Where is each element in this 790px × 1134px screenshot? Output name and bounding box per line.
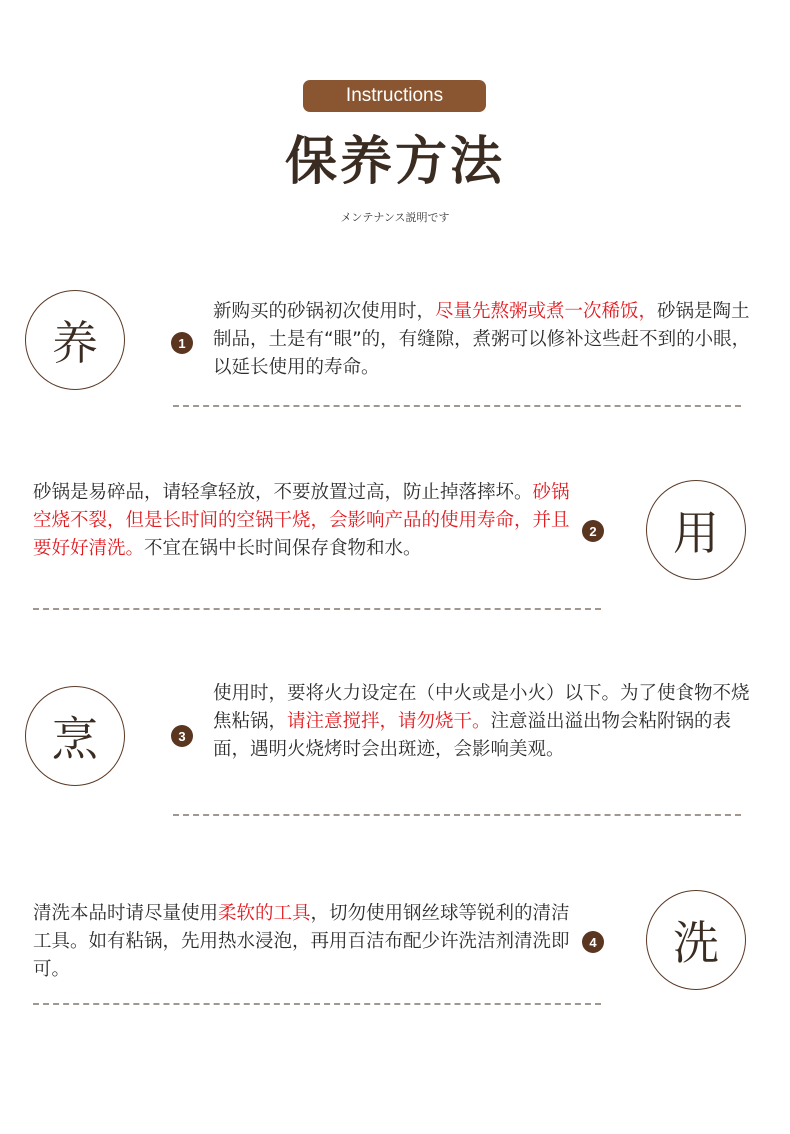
section-char-circle: 烹 <box>25 686 125 786</box>
dashed-divider <box>33 608 601 610</box>
step-number-badge: 1 <box>171 332 193 354</box>
section-text <box>33 479 573 563</box>
body-text: 砂锅是易碎品，请轻拿轻放，不要放置过高，防止掉落摔坏。 <box>33 482 533 503</box>
section-char-circle: 用 <box>646 480 746 580</box>
page-title: 保养方法 <box>284 131 505 192</box>
dashed-divider <box>33 1003 601 1005</box>
section-text <box>213 680 753 764</box>
step-number-badge: 2 <box>582 520 604 542</box>
highlighted-text: 砂锅空烧不裂，但是长时间的空锅干烧，会影响产品的使用寿命，并且要好好清洗。 <box>33 482 570 559</box>
body-text: 不宜在锅中长时间保存食物和水。 <box>144 538 422 559</box>
section-char-circle: 洗 <box>646 890 746 990</box>
dashed-divider <box>173 814 741 816</box>
section-text <box>33 900 573 984</box>
section-char-circle: 养 <box>25 290 125 390</box>
highlighted-text: 尽量先熬粥或煮一次稀饭， <box>435 301 658 322</box>
step-number-badge: 3 <box>171 725 193 747</box>
body-text: 使用时，要将火力设定在（中火或是小火）以下。为了使食物不烧焦粘锅， <box>213 683 750 732</box>
page-subtitle: メンテナンス説明です <box>340 211 450 224</box>
dashed-divider <box>173 405 741 407</box>
instructions-badge: Instructions <box>303 80 486 112</box>
body-text: 砂锅是陶土制品，土是有“眼”的，有缝隙，煮粥可以修补这些赶不到的小眼，以延长使用的寿命。 <box>213 301 751 378</box>
body-text: 注意溢出溢出物会粘附锅的表面，遇明火烧烤时会出斑迹，会影响美观。 <box>213 711 732 760</box>
highlighted-text: 请注意搅拌，请勿烧干。 <box>287 711 491 732</box>
step-number-badge: 4 <box>582 931 604 953</box>
body-text: ，切勿使用钢丝球等锐利的清洁工具。如有粘锅，先用热水浸泡，再用百洁布配少许洗洁剂清洗即可。 <box>33 903 570 980</box>
body-text: 清洗本品时请尽量使用 <box>33 903 219 924</box>
highlighted-text: 柔软的工具 <box>218 903 311 924</box>
body-text: 新购买的砂锅初次使用时， <box>213 301 436 322</box>
section-text <box>213 298 753 382</box>
